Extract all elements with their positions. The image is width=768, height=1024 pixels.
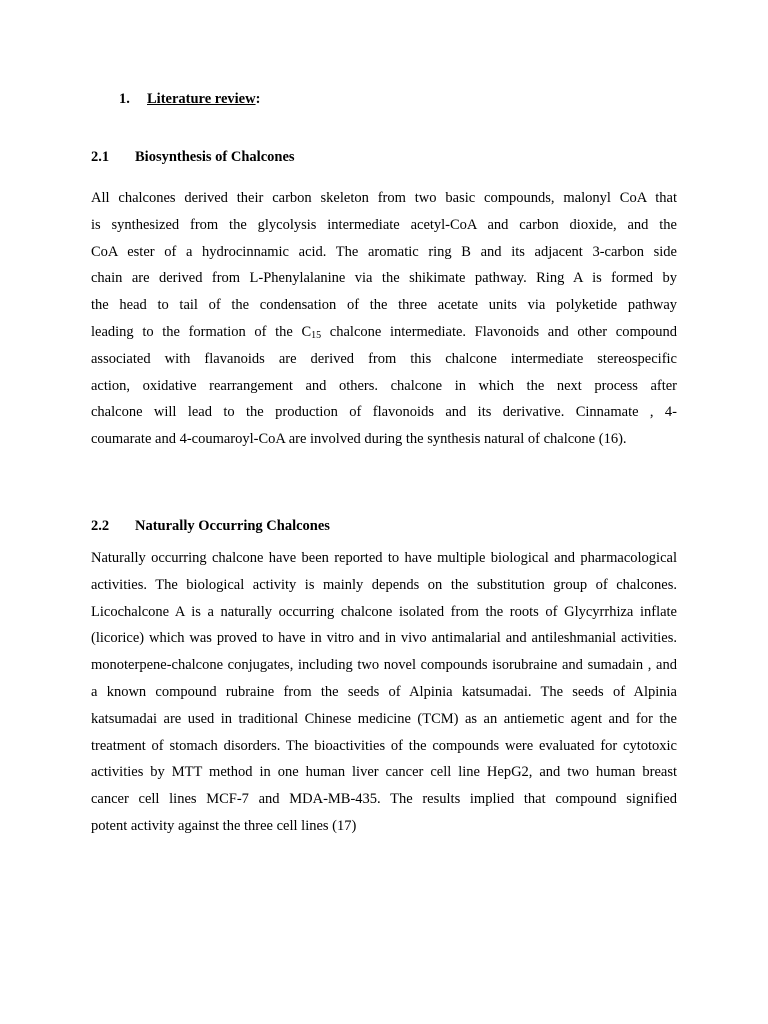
section-number: 2.1 <box>91 149 110 165</box>
paragraph-line: katsumadai are used in traditional Chinese medicine (TCM) as an antiemetic agent and for the <box>91 710 677 727</box>
paragraph-line: activities by MTT method in one human liver cancer cell line HepG2, and two human breast <box>91 764 677 781</box>
paragraph-line: monoterpene-chalcone conjugates, including two novel compounds isorubraine and sumadain , and <box>91 657 677 674</box>
paragraph-line: treatment of stomach disorders. The bioactivities of the compounds were evaluated for cytotoxic <box>91 737 677 754</box>
section-title: Naturally Occurring Chalcones <box>135 518 330 534</box>
paragraph-line: associated with flavanoids are derived from this chalcone intermediate stereospecific <box>91 350 677 367</box>
literature-review-heading <box>119 91 260 108</box>
paragraph-line: CoA ester of a hydrocinnamic acid. The aromatic ring B and its adjacent 3-carbon side <box>91 243 677 260</box>
paragraph-line: a known compound rubraine from the seeds of Alpinia katsumadai. The seeds of Alpinia <box>91 683 677 700</box>
paragraph-line: chalcone will lead to the production of flavonoids and its derivative. Cinnamate , 4- <box>91 404 677 421</box>
paragraph-line: Licochalcone A is a naturally occurring chalcone isolated from the roots of Glycyrrhiza inflate <box>91 603 677 620</box>
paragraph-line: All chalcones derived their carbon skeleton from two basic compounds, malonyl CoA that <box>91 190 677 206</box>
paragraph-line: Naturally occurring chalcone have been reported to have multiple biological and pharmacological <box>91 550 677 566</box>
heading-colon: : <box>255 91 261 107</box>
paragraph-line: (licorice) which was proved to have in vitro and in vivo antimalarial and antileshmanial activities. <box>91 630 677 647</box>
paragraph-line: action, oxidative rearrangement and others. chalcone in which the next process after <box>91 377 677 394</box>
c15-after: chalcone intermediate. Flavonoids and other compound <box>321 323 677 340</box>
heading-title: Literature review <box>147 91 256 107</box>
c15-before: leading to the formation of the C <box>91 323 312 340</box>
paragraph-line: activities. The biological activity is mainly depends on the substitution group of chalcones. <box>91 576 677 593</box>
paragraph-line: potent activity against the three cell lines (17) <box>91 817 357 834</box>
section-2-1-paragraph <box>91 185 677 453</box>
section-2-2-paragraph <box>91 545 677 840</box>
paragraph-line: coumarate and 4-coumaroyl-CoA are involved during the synthesis natural of chalcone (16). <box>91 431 627 448</box>
paragraph-line: chain are derived from L-Phenylalanine via the shikimate pathway. Ring A is formed by <box>91 270 677 287</box>
paragraph-line: cancer cell lines MCF-7 and MDA-MB-435. The results implied that compound signified <box>91 791 677 808</box>
section-2-2-heading <box>91 518 330 535</box>
c15-subscript: 15 <box>311 329 322 341</box>
section-number: 2.2 <box>91 518 110 534</box>
heading-number: 1. <box>119 91 130 107</box>
section-title: Biosynthesis of Chalcones <box>135 149 295 165</box>
paragraph-line: the head to tail of the condensation of the three acetate units via polyketide pathway <box>91 297 677 314</box>
paragraph-line: is synthesized from the glycolysis intermediate acetyl-CoA and carbon dioxide, and the <box>91 216 677 233</box>
paragraph-line-c15 <box>91 319 677 346</box>
section-2-1-heading <box>91 149 295 166</box>
